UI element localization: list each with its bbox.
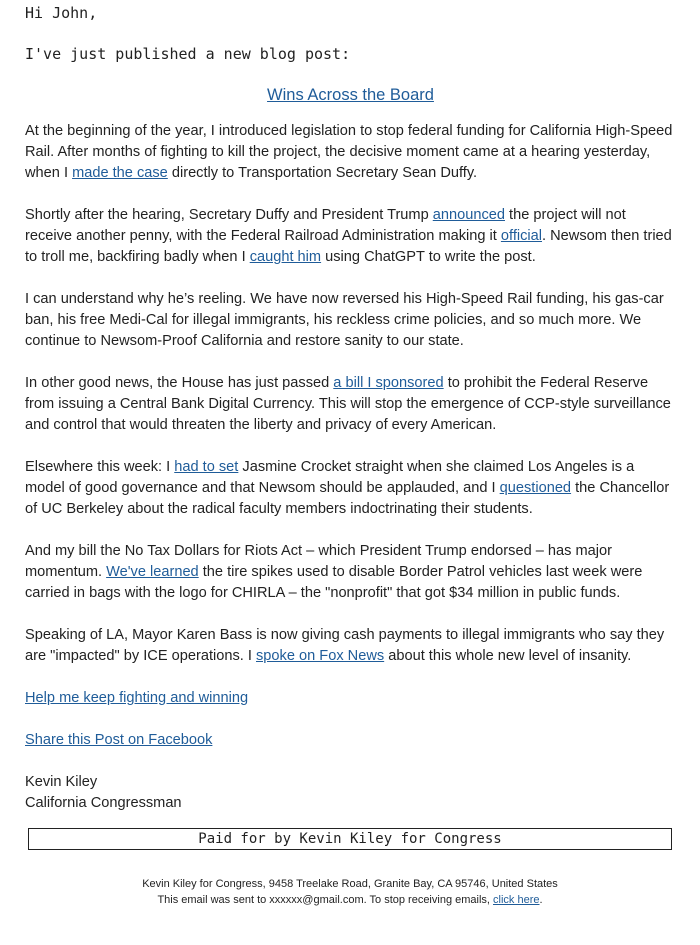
post-title-wrap xyxy=(25,86,676,105)
signature-title: California Congressman xyxy=(25,795,182,811)
paragraph-3 xyxy=(25,289,676,352)
cta-fight-paragraph xyxy=(25,688,676,709)
keep-fighting-link[interactable]: Help me keep fighting and winning xyxy=(25,690,249,706)
p2-text-a: Shortly after the hearing, Secretary Duffy and President Trump xyxy=(25,207,433,223)
paragraph-1 xyxy=(25,121,676,184)
footer-suffix: . xyxy=(539,894,543,906)
greeting: Hi John, xyxy=(25,4,98,22)
weve-learned-link[interactable]: We've learned xyxy=(106,564,199,580)
footer-address: Kevin Kiley for Congress, 9458 Treelake Road, Granite Bay, CA 95746, United States xyxy=(142,878,558,890)
bill-sponsored-link[interactable]: a bill I sponsored xyxy=(333,375,444,391)
p2-text-d: using ChatGPT to write the post. xyxy=(321,249,536,265)
paragraph-4 xyxy=(25,373,676,436)
p4-text-b: to prohibit the Federal Reserve from issuing a Central Bank Digital Currency. This will stop the emergence of CCP-style surveillance and control that would threaten the liberty and privacy of every American. xyxy=(25,375,671,433)
p4-text-a: In other good news, the House has just passed xyxy=(25,375,334,391)
p3-text-a: I can understand why he’s reeling. We have now reversed his High-Speed Rail funding, his gas-car ban, his free Medi-Cal for illegal immigrants, his reckless crime policies, and so much more. We continue to Newsom-Proof California and restore sanity to our state. xyxy=(25,291,664,349)
p5-text-a: Elsewhere this week: I xyxy=(25,459,175,475)
post-title-link[interactable]: Wins Across the Board xyxy=(267,86,434,104)
official-link[interactable]: official xyxy=(500,228,543,244)
paragraph-5 xyxy=(25,457,676,520)
p6-text-b: the tire spikes used to disable Border Patrol vehicles last week were carried in bags with the logo for CHIRLA – the "nonprofit" that got $34 million in public funds. xyxy=(25,564,643,601)
signature xyxy=(25,772,676,814)
footer-unsubscribe-line xyxy=(0,892,700,908)
p7-text-a: Speaking of LA, Mayor Karen Bass is now giving cash payments to illegal immigrants who say they are "impacted" by ICE operations. I xyxy=(25,627,665,664)
footer xyxy=(0,876,700,908)
share-facebook-link[interactable]: Share this Post on Facebook xyxy=(25,732,213,748)
paragraph-6 xyxy=(25,541,676,604)
p2-text-c: . Newsom then tried to troll me, backfiring badly when I xyxy=(25,228,672,265)
p1-text-a: At the beginning of the year, I introduced legislation to stop federal funding for California High-Speed Rail. After months of fighting to kill the project, the decisive moment came at a hearing yesterday, when I xyxy=(25,123,673,181)
unsubscribe-link[interactable]: click here xyxy=(493,894,540,906)
p5-text-c: the Chancellor of UC Berkeley about the radical faculty members indoctrinating their students. xyxy=(25,480,670,517)
footer-sent-to: This email was sent to xxxxxx@gmail.com. To stop receiving emails, xyxy=(157,894,494,906)
p2-text-b: the project will not receive another penny, with the Federal Railroad Administration making it xyxy=(25,207,626,244)
paragraph-2 xyxy=(25,205,676,268)
questioned-link[interactable]: questioned xyxy=(499,480,572,496)
intro-text: I've just published a new blog post: xyxy=(25,45,351,63)
announced-link[interactable]: announced xyxy=(432,207,505,223)
cta-share-paragraph xyxy=(25,730,676,751)
p5-text-b: Jasmine Crocket straight when she claimed Los Angeles is a model of good governance and that Newsom should be applauded, and I xyxy=(25,459,635,496)
paragraph-7 xyxy=(25,625,676,667)
made-the-case-link[interactable]: made the case xyxy=(72,165,168,181)
had-to-set-link[interactable]: had to set xyxy=(174,459,239,475)
signature-name: Kevin Kiley xyxy=(25,774,98,790)
p7-text-b: about this whole new level of insanity. xyxy=(384,648,632,664)
fox-news-link[interactable]: spoke on Fox News xyxy=(256,648,385,664)
p1-text-b: directly to Transportation Secretary Sean Duffy. xyxy=(167,165,478,181)
caught-him-link[interactable]: caught him xyxy=(249,249,322,265)
p6-text-a: And my bill the No Tax Dollars for Riots Act – which President Trump endorsed – has major momentum. xyxy=(25,543,612,580)
paid-for-disclaimer: Paid for by Kevin Kiley for Congress xyxy=(28,828,672,850)
